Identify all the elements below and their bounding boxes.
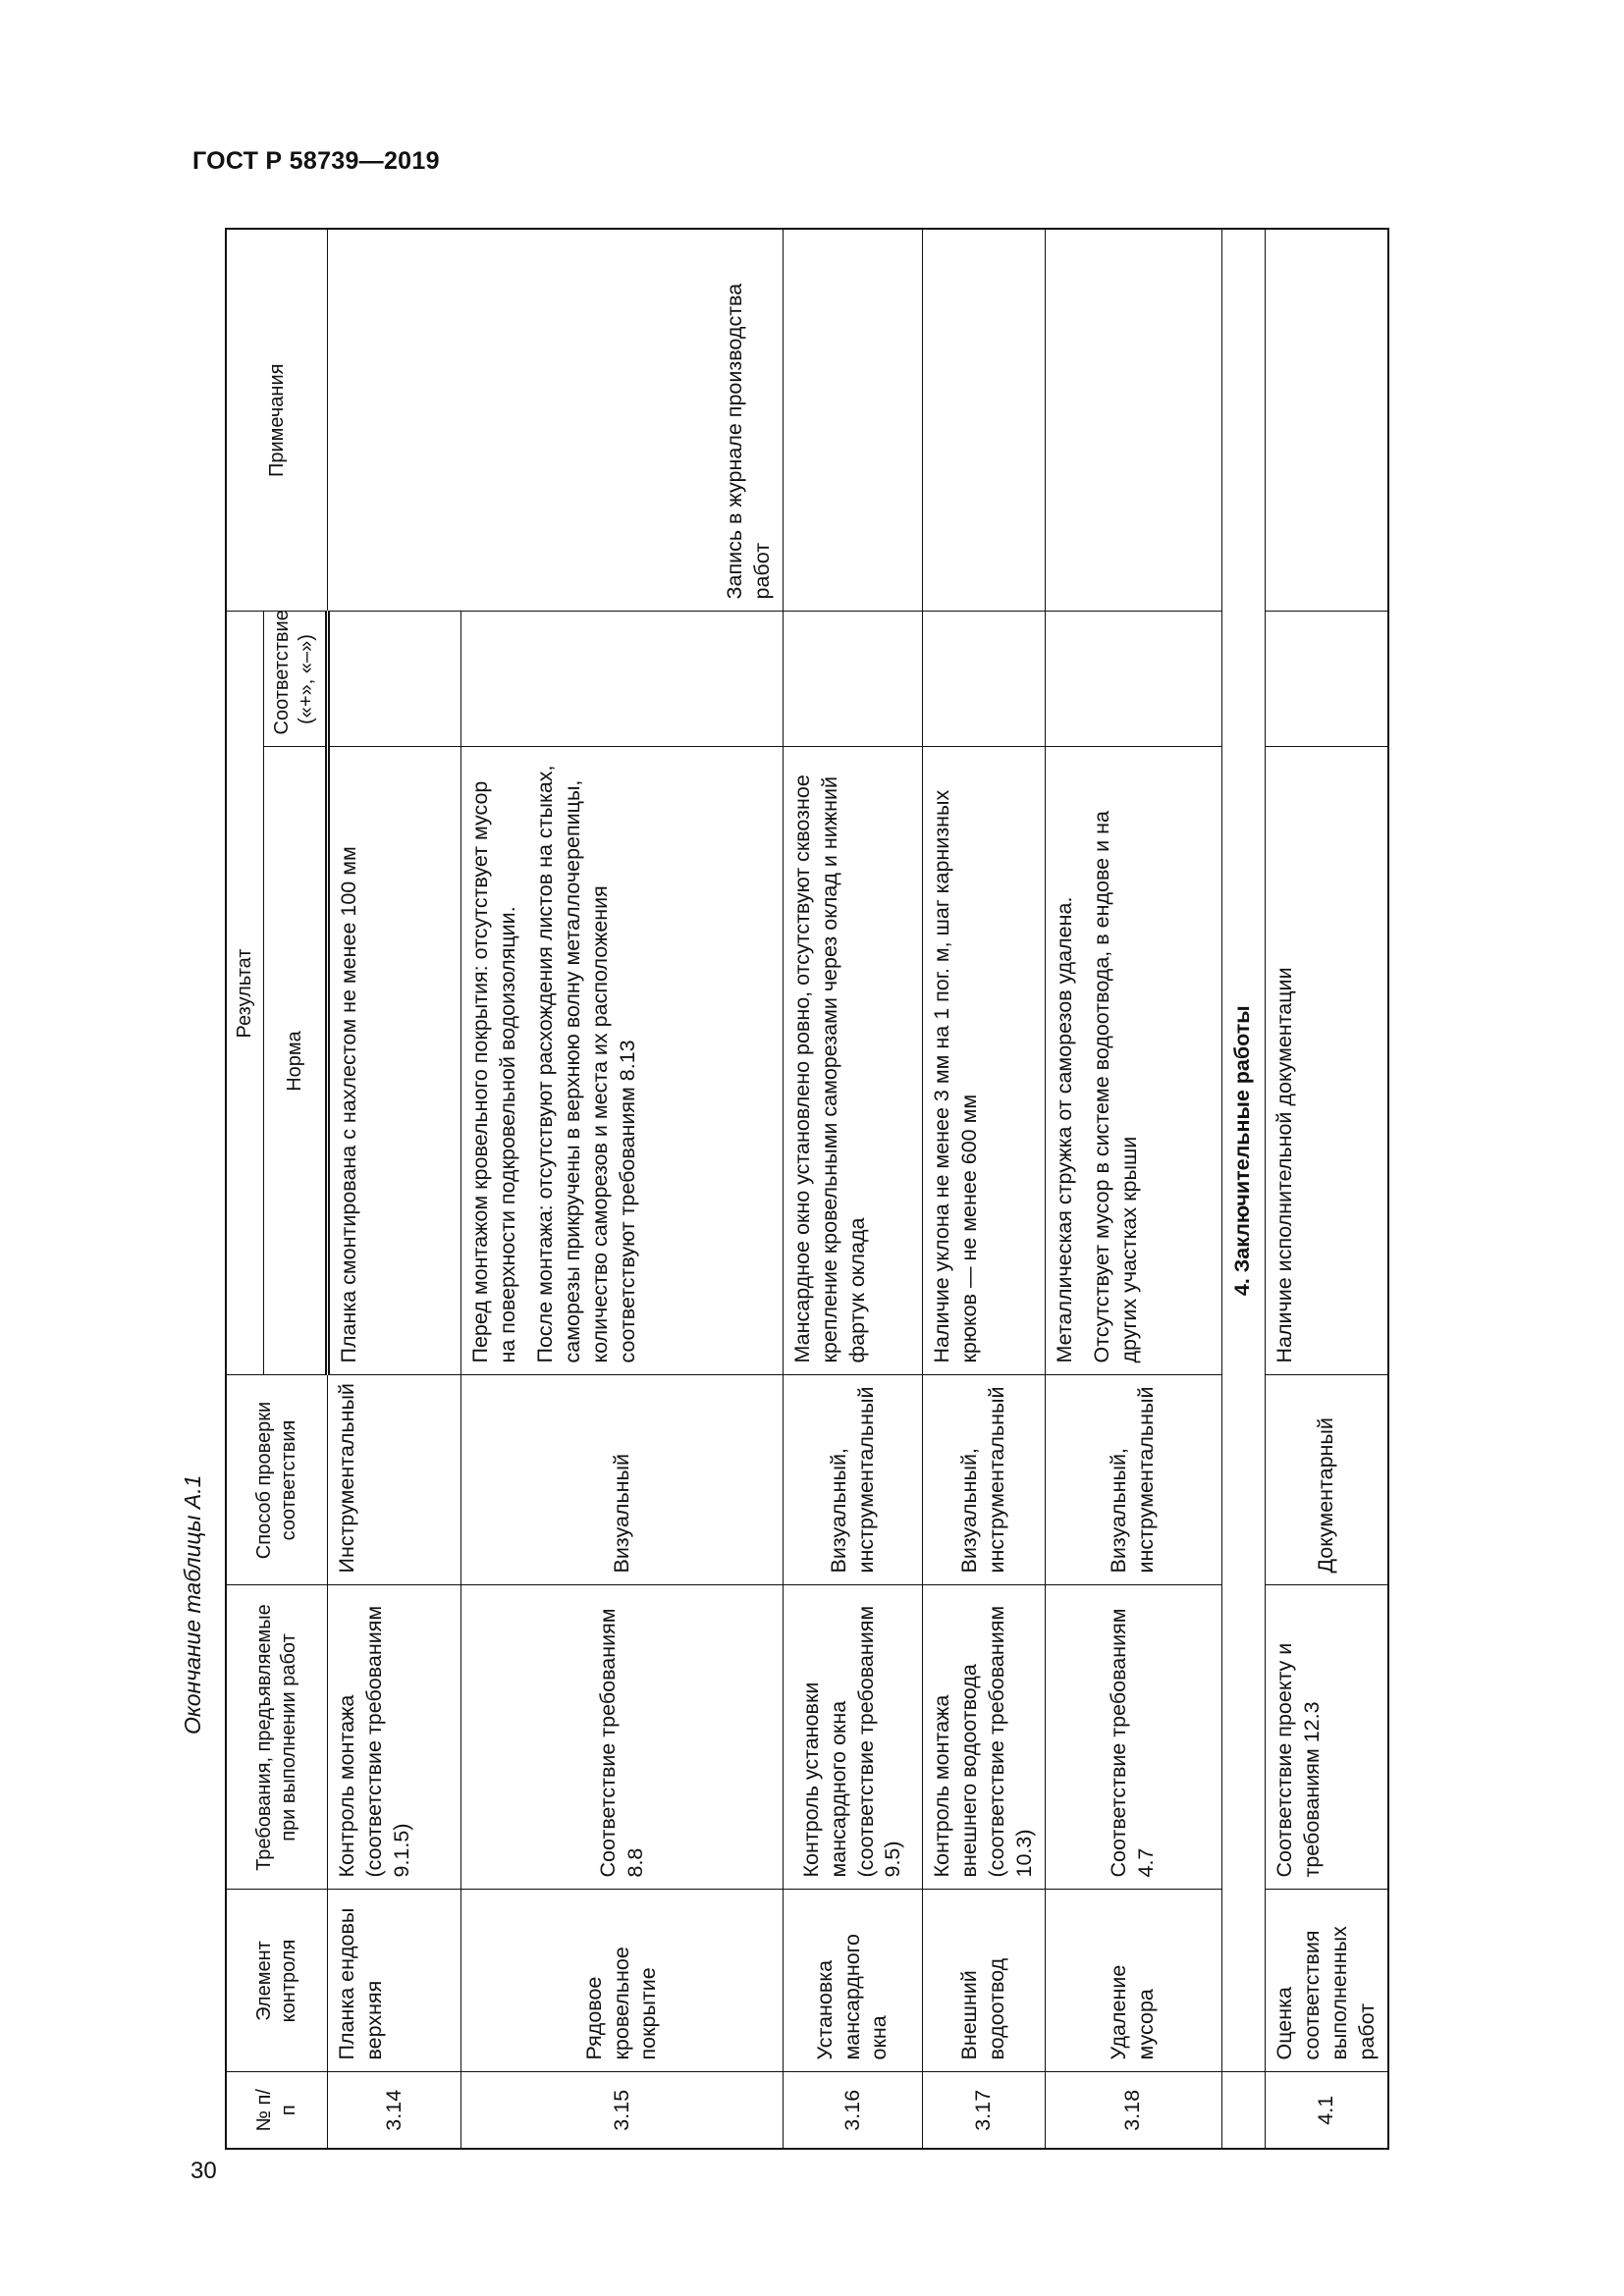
cell-num: 3.17 <box>923 2072 1046 2149</box>
cell-requirements: Контроль установки мансардного окна (соответствие требованиям 9.5) <box>784 1585 923 1890</box>
table-row <box>1045 229 1221 2149</box>
table-row <box>328 229 461 2149</box>
cell-norm <box>328 747 461 1375</box>
cell-requirements: Контроль монтажа (соответствие требованиям 9.1.5) <box>328 1585 461 1890</box>
cell-notes <box>923 229 1046 612</box>
norm-paragraph: Перед монтажом кровельного покрытия: отсутствует мусор на поверхности подкровельной водоизоляции. <box>468 780 519 1363</box>
cell-conformity <box>328 612 461 747</box>
cell-notes <box>784 229 923 612</box>
header-norm: Норма <box>264 747 328 1375</box>
cell-element: Рядовое кровельное покрытие <box>461 1890 784 2072</box>
document-title: ГОСТ Р 58739—2019 <box>192 147 440 175</box>
cell-conformity <box>1265 612 1387 747</box>
notes-text: Запись в журнале производства работ <box>723 283 775 600</box>
table-row <box>784 229 923 2149</box>
inspection-table <box>225 228 1389 2150</box>
cell-notes <box>1265 229 1387 612</box>
norm-paragraph: Мансардное окно установлено ровно, отсутствуют сквозное крепление кровельными саморезами через оклад и нижний фартук оклада <box>790 774 869 1363</box>
cell-norm <box>923 747 1046 1375</box>
cell-conformity <box>1045 612 1221 747</box>
norm-paragraph: После монтажа: отсутствуют расхождения листов на стыках, саморезы прикручены в верхнюю волну металлочерепицы, количество саморезов и места их расположения соответствуют требованиям 8.13 <box>532 765 639 1363</box>
cell-num: 3.18 <box>1045 2072 1221 2149</box>
cell-num: 4.1 <box>1265 2072 1387 2149</box>
section-title: 4. Заключительные работы <box>1221 229 1265 2072</box>
cell-conformity <box>461 612 784 747</box>
cell-requirements: Контроль монтажа внешнего водоотвода (соответствие требованиям 10.3) <box>923 1585 1046 1890</box>
cell-requirements: Соответствие требованиям 8.8 <box>461 1585 784 1890</box>
cell-num: 3.15 <box>461 2072 784 2149</box>
table-row <box>1265 229 1387 2149</box>
header-method: Способ проверки соответствия <box>226 1375 328 1585</box>
header-notes: Примечания <box>226 229 328 612</box>
page-number: 30 <box>190 2158 217 2184</box>
header-num: № п/п <box>226 2072 328 2149</box>
cell-num: 3.16 <box>784 2072 923 2149</box>
section-row <box>1221 229 1265 2149</box>
cell-element: Планка ендовы верхняя <box>328 1890 461 2072</box>
cell-norm <box>1045 747 1221 1375</box>
header-result: Результат <box>226 612 264 1375</box>
cell-method: Визуальный, инструментальный <box>923 1375 1046 1585</box>
cell-notes <box>328 229 784 612</box>
cell-method: Визуальный, инструментальный <box>784 1375 923 1585</box>
cell-requirements: Соответствие требованиям 4.7 <box>1045 1585 1221 1890</box>
cell-norm <box>784 747 923 1375</box>
cell-requirements: Соответствие проекту и требованиям 12.3 <box>1265 1585 1387 1890</box>
cell-method: Инструментальный <box>328 1375 461 1585</box>
norm-paragraph: Металлическая стружка от саморезов удалена. <box>1052 896 1076 1363</box>
cell-method: Визуальный, инструментальный <box>1045 1375 1221 1585</box>
cell-num: 3.14 <box>328 2072 461 2149</box>
norm-paragraph: Наличие уклона не менее 3 мм на 1 пог. м, шаг карнизных крюков — не менее 600 мм <box>930 789 981 1363</box>
rotated-table-container <box>225 230 1379 2150</box>
caption-container <box>173 1165 212 1735</box>
cell-conformity <box>784 612 923 747</box>
cell-method: Документарный <box>1265 1375 1387 1585</box>
header-conformity: Соответствие («+», «–») <box>264 612 328 747</box>
table-row <box>923 229 1046 2149</box>
section-gap-cell <box>1221 2072 1265 2149</box>
cell-element: Установка мансардного окна <box>784 1890 923 2072</box>
norm-paragraph: Отсутствует мусор в системе водоотвода, в ендове и на других участках крыши <box>1089 811 1141 1363</box>
cell-element: Внешний водоотвод <box>923 1890 1046 2072</box>
header-element: Элемент контроля <box>226 1890 328 2072</box>
cell-method: Визуальный <box>461 1375 784 1585</box>
table-caption: Окончание таблицы А.1 <box>180 1474 205 1735</box>
cell-norm <box>1265 747 1387 1375</box>
header-requirements: Требования, предъявляемые при выполнении работ <box>226 1585 328 1890</box>
cell-element: Оценка соответствия выполненных работ <box>1265 1890 1387 2072</box>
cell-conformity <box>923 612 1046 747</box>
cell-norm <box>461 747 784 1375</box>
norm-paragraph: Наличие исполнительной документации <box>1272 967 1296 1363</box>
norm-paragraph: Планка смонтирована с нахлестом не менее 100 мм <box>337 846 360 1363</box>
cell-element: Удаление мусора <box>1045 1890 1221 2072</box>
header-row-1 <box>226 229 264 2149</box>
cell-notes <box>1045 229 1221 612</box>
